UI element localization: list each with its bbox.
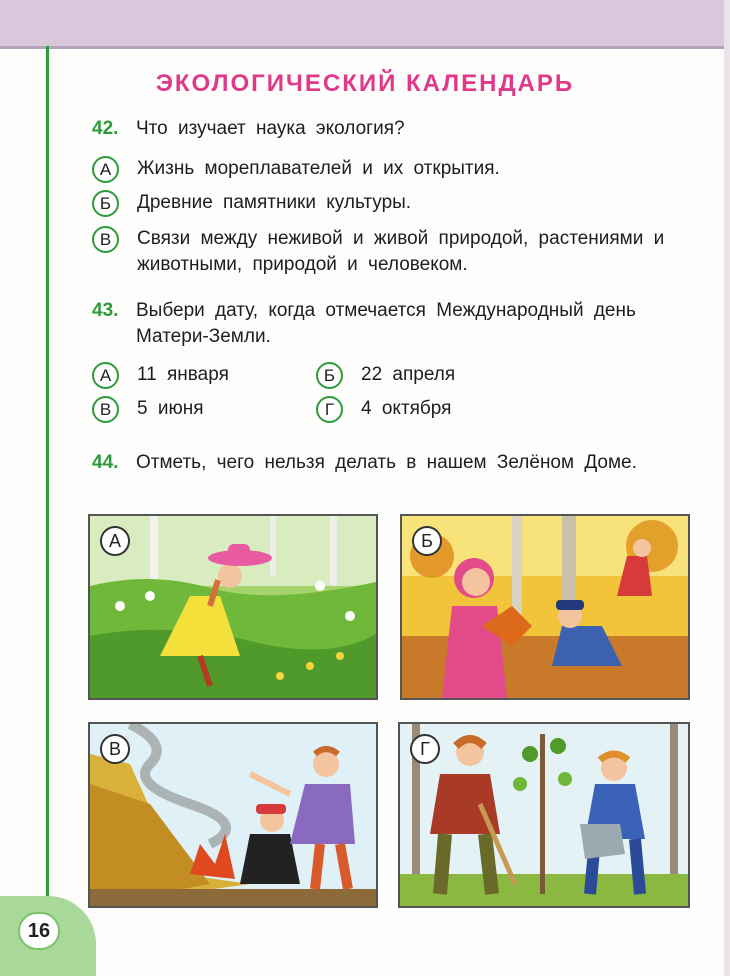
q42-option-b[interactable] <box>92 190 692 216</box>
q43-option-c[interactable] <box>92 396 312 422</box>
picture-letter: Г <box>410 734 440 764</box>
question-text: Отметь, чего нельзя делать в нашем Зелёном Доме. <box>136 452 637 473</box>
question-number: 43. <box>92 300 119 321</box>
picture-letter: Б <box>412 526 442 556</box>
option-text: 5 июня <box>137 398 204 419</box>
grass-fire-illustration <box>90 724 376 906</box>
option-letter: А <box>92 362 119 389</box>
top-band <box>0 0 730 46</box>
page-edge <box>724 0 730 976</box>
page-title: ЭКОЛОГИЧЕСКИЙ КАЛЕНДАРЬ <box>155 70 575 97</box>
option-text: Жизнь мореплавателей и их открытия. <box>137 158 500 179</box>
question-number: 42. <box>92 118 119 139</box>
top-divider <box>0 46 730 49</box>
question-44 <box>92 450 702 476</box>
q42-option-a[interactable] <box>92 156 692 182</box>
page-number: 16 <box>18 912 60 950</box>
option-text: Связи между неживой и живой природой, растениями и животными, природой и человеком. <box>137 228 665 275</box>
picture-letter: В <box>100 734 130 764</box>
picture-c[interactable] <box>88 722 378 908</box>
autumn-leaves-illustration <box>402 516 688 698</box>
q42-option-c[interactable] <box>92 226 692 278</box>
option-letter: Б <box>316 362 343 389</box>
question-42 <box>92 116 702 142</box>
option-letter: В <box>92 226 119 253</box>
q43-option-b[interactable] <box>316 362 556 388</box>
picture-b[interactable] <box>400 514 690 700</box>
meadow-illustration <box>90 516 376 698</box>
option-letter: А <box>92 156 119 183</box>
option-text: 22 апреля <box>361 364 456 385</box>
question-text: Выбери дату, когда отмечается Международный день Матери-Земли. <box>136 300 636 347</box>
picture-letter: А <box>100 526 130 556</box>
option-text: Древние памятники культуры. <box>137 192 412 213</box>
picture-a[interactable] <box>88 514 378 700</box>
option-letter: В <box>92 396 119 423</box>
question-text: Что изучает наука экология? <box>136 118 405 139</box>
picture-d[interactable] <box>398 722 690 908</box>
q43-option-d[interactable] <box>316 396 556 422</box>
question-43 <box>92 298 702 350</box>
question-number: 44. <box>92 452 119 473</box>
option-letter: Г <box>316 396 343 423</box>
option-letter: Б <box>92 190 119 217</box>
q43-option-a[interactable] <box>92 362 312 388</box>
option-text: 4 октября <box>361 398 452 419</box>
option-text: 11 января <box>137 364 229 385</box>
tree-planting-illustration <box>400 724 688 906</box>
margin-line <box>46 46 49 946</box>
